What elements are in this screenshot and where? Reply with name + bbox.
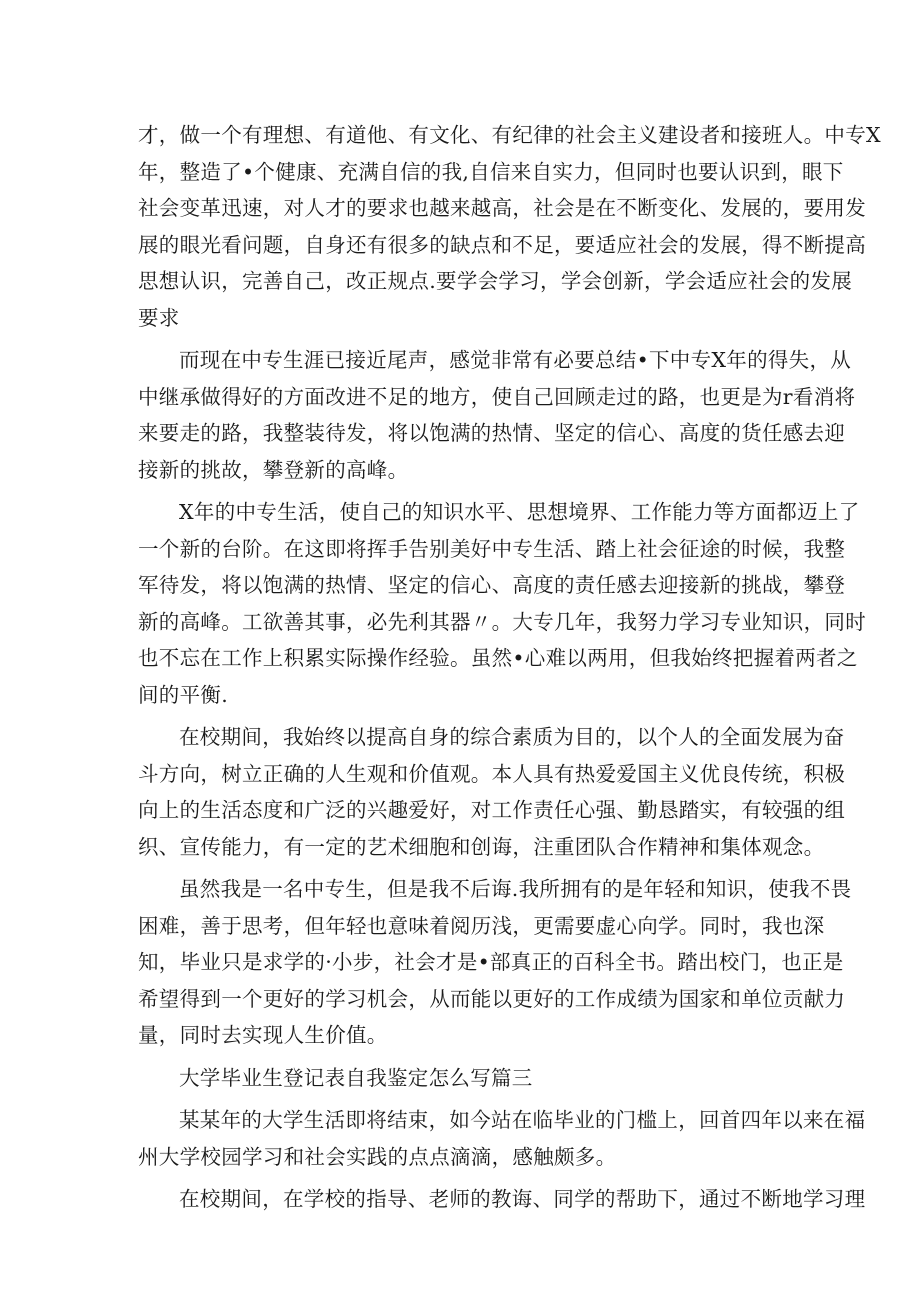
text-line: 困难，善于思考，但年轻也意味着阅历浅，更需要虚心向学。同时，我也深 (138, 913, 825, 938)
text-line: 中继承做得好的方面改进不足的地方，使自己回顾走过的路，也更是为r看消将 (138, 384, 856, 409)
text-line: 一个新的台阶。在这即将挥手告别美好中专生活、踏上社会征途的时候，我整 (138, 536, 846, 561)
text-line: 在校期间，在学校的指导、老师的教诲、同学的帮助下，通过不断地学习理 (179, 1187, 866, 1211)
document-body (138, 117, 881, 1224)
paragraph-4 (138, 719, 846, 865)
text-line: 织、宣传能力，有一定的艺术细胞和创诲，注重团队合作精神和集体观念。 (138, 834, 825, 859)
text-line: 接新的挑故，攀登新的高峰。 (138, 457, 409, 482)
text-line: 州大学校园学习和社会实践的点点滴滴，感触颇多。 (138, 1144, 617, 1169)
heading-text: 大学毕业生登记表自我鉴定怎么写篇三 (179, 1065, 533, 1090)
text-line: 知，毕业只是求学的·小步，社会才是•部真正的百科全书。踏出校门，也正是 (138, 950, 844, 974)
text-line: 年，整造了•个健康、充满自信的我,自信来自实力，但同时也要认识到，眼下 (138, 159, 844, 184)
text-line: X年的中专生活，使自己的知识水平、思想境界、工作能力等方面都迈上了 (179, 500, 860, 524)
paragraph-3 (138, 494, 866, 713)
text-line: 虽然我是一名中专生，但是我不后诲.我所拥有的是年轻和知识，使我不畏 (179, 877, 852, 901)
text-line: 新的高峰。工欲善其事，必先利其器〃。大专几年，我努力学习专业知识，同时 (138, 609, 866, 634)
paragraph-6 (138, 1102, 866, 1175)
text-line: 来要走的路，我整装待发，将以饱满的热情、坚定的信心、高度的货任感去迎 (138, 421, 846, 445)
text-line: 在校期间，我始终以提高自身的综合素质为目的，以个人的全面发展为奋 (179, 725, 845, 749)
text-line: 才，做一个有理想、有道他、有文化、有纪律的社会主义建设者和接班人。中专X (138, 123, 881, 147)
text-line: 社会变革迅速，对人才的要求也越来越高，社会是在不断变化、发展的，要用发 (138, 196, 866, 220)
paragraph-2 (138, 342, 856, 488)
paragraph-5 (138, 871, 852, 1054)
text-line: 而现在中专生涯已接近尾声，感觉非常有必要总结•下中专X年的得失，从 (179, 348, 852, 372)
text-line: 军待发，将以饱满的热情、坚定的信心、高度的责任感去迎接新的挑战，攀登 (138, 573, 846, 597)
text-line: 某某年的大学生活即将结束，如今站在临毕业的门槛上，回首四年以来在福 (179, 1108, 866, 1132)
text-line: 斗方向，树立正确的人生观和价值观。本人具有热爱爱国主义优良传统，积极 (138, 761, 846, 786)
section-heading (138, 1060, 770, 1097)
text-line: 希望得到一个更好的学习机会，从而能以更好的工作成绩为国家和单位贡献力 (138, 986, 846, 1011)
text-line: 量，同时去实现人生价值。 (138, 1023, 388, 1047)
text-line: 间的平衡. (138, 682, 229, 707)
text-line: 向上的生活态度和广泛的兴趣爱好，对工作责任心强、勤恳踏实，有较强的组 (138, 798, 846, 822)
text-line: 思想认识，完善自己，改正规点.要学会学习，学会创新，学会适应社会的发展 (138, 269, 853, 293)
paragraph-7 (138, 1181, 866, 1218)
paragraph-1 (138, 117, 881, 336)
text-line: 也不忘在工作上积累实际操作经验。虽然•心难以两用，但我始终把握着两者之 (138, 646, 858, 670)
text-line: 要求 (138, 305, 180, 330)
text-line: 展的眼光看问题，自身还有很多的缺点和不足，要适应社会的发展，得不断提高 (138, 232, 866, 257)
